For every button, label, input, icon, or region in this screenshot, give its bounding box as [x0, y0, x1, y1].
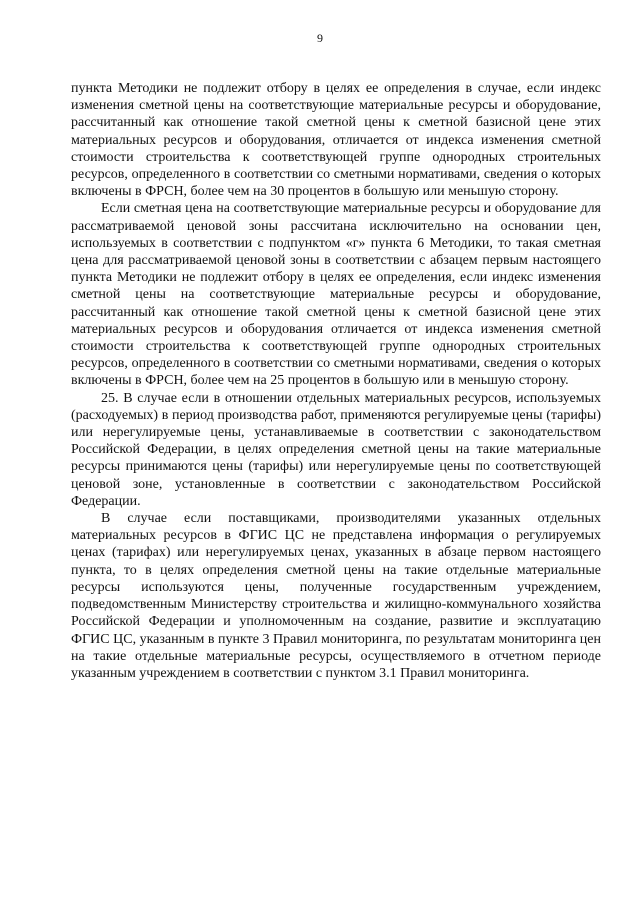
- page-number: 9: [317, 31, 323, 45]
- paragraph-item-25: 25. В случае если в отношении отдельных материальных ресурсов, используемых (расходуемых) в период производства работ, применяются регулируемые цены (тарифы) или нерегулируемые цены, устанавливаемые в соответствии с законодательством Российской Федерации, в целях определения сметной цены на такие материальные ресурсы принимаются цены (тарифы) или нерегулируемые цены по соответствующей ценовой зоне, установленные в соответствии с законодательством Российской Федерации.: [71, 390, 601, 509]
- paragraph-monitoring: В случае если поставщиками, производителями указанных отдельных материальных ресурсов в ФГИС ЦС не представлена информация о регулируемых ценах (тарифах) или нерегулируемых ценах, указанных в абзаце первом настоящего пункта, то в целях определения сметной цены на такие отдельные материальные ресурсы используются цены, полученные государственным учреждением, подведомственным Министерству строительства и жилищно-коммунального хозяйства Российской Федерации и уполномоченным на создание, развитие и эксплуатацию ФГИС ЦС, указанным в пункте 3 Правил мониторинга, по результатам мониторинга цен на такие отдельные материальные ресурсы, осуществляемого в отчетном периоде указанным учреждением в соответствии с пунктом 3.1 Правил мониторинга.: [71, 511, 601, 681]
- paragraph-continuation: пункта Методики не подлежит отбору в целях ее определения в случае, если индекс изменения сметной цены на соответствующие материальные ресурсы и оборудование, рассчитанный как отношение такой сметной цены к сметной базисной цене этих материальных ресурсов и оборудования, отличается от индекса изменения сметной стоимости строительства к соответствующей группе однородных строительных ресурсов, определенного в соответствии со сметными нормативами, сведения о которых включены в ФРСН, более чем на 30 процентов в большую или меньшую сторону.: [71, 81, 601, 200]
- document-body: [71, 80, 601, 682]
- paragraph-regional-price: Если сметная цена на соответствующие материальные ресурсы и оборудование для рассматриваемой ценовой зоны рассчитана исключительно на основании цен, используемых в соответствии с подпунктом «г» пункта 6 Методики, то такая сметная цена для рассматриваемой ценовой зоны в соответствии с абзацем первым настоящего пункта Методики не подлежит отбору в целях ее определения, если индекс изменения сметной цены на соответствующие материальные ресурсы и оборудование, рассчитанный как отношение такой сметной цены к сметной базисной цене этих материальных ресурсов и оборудования отличается от индекса изменения сметной стоимости строительства к соответствующей группе однородных строительных ресурсов, определенного в соответствии со сметными нормативами, сведения о которых включены в ФРСН, более чем на 25 процентов в большую или в меньшую сторону.: [71, 201, 601, 389]
